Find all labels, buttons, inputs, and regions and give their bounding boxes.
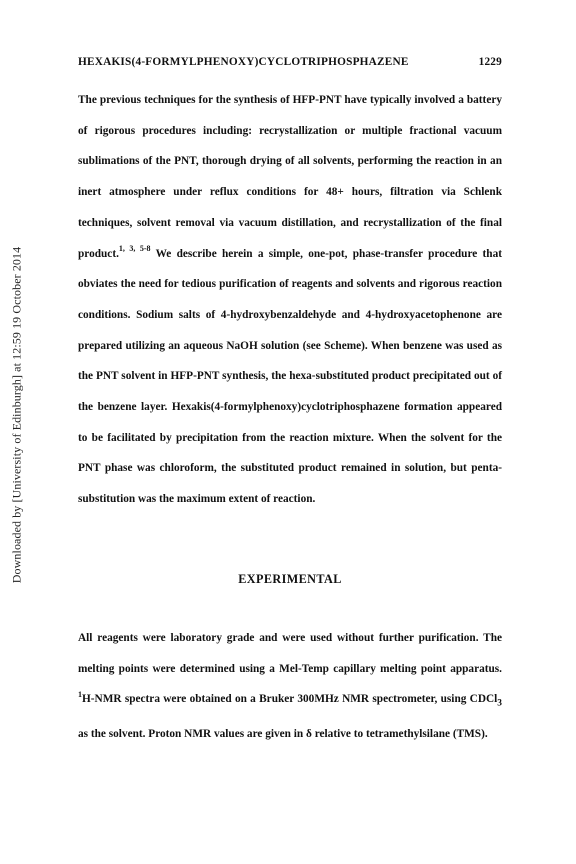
section-heading-experimental: EXPERIMENTAL [238, 572, 342, 586]
paragraph-text: We describe herein a simple, one-pot, phase-transfer procedure that obviates the need for tedious purification of reagents and solvents and rigorous reaction conditions. Sodium salts of 4-hydroxybenzaldehyde and 4-hydroxyacetophenone are prepared utilizing an aqueous NaOH solution (see Scheme). When benzene was used as the PNT solvent in HFP-PNT synthesis, the hexa-substituted product precipitated out of the benzene layer. Hexakis(4-formylphenoxy)cyclotriphosphazene formation appeared to be facilitated by precipitation from the reaction mixture. When the solvent for the PNT phase was chloroform, the substituted product remained in solution, but penta-substitution was the maximum extent of reaction. [78, 247, 503, 506]
paragraph-text: H-NMR spectra were obtained on a Bruker 300MHz NMR spectrometer, using CDCl [82, 693, 498, 706]
paragraph-text: The previous techniques for the synthesis of HFP-PNT have typically involved a battery of rigorous procedures including: recrystallization or multiple fractional vacuum sublimations of the PNT, thorough drying of all solvents, performing the reaction in an inert atmosphere under reflux conditions for 48+ hours, filtration via Schlenk techniques, solvent removal via vacuum distillation, and recrystallization of the final product. [78, 94, 502, 260]
paragraph-text: All reagents were laboratory grade and were used without further purification. The melting points were determined using a Mel-Temp capillary melting point apparatus. [78, 632, 502, 675]
chemical-subscript: 3 [497, 698, 502, 709]
body-paragraph-intro [78, 85, 502, 515]
page-number: 1229 [478, 56, 502, 68]
nmr-superscript: 1 [78, 689, 82, 699]
running-header [78, 56, 502, 70]
citation-reference: 1, 3, 5-8 [118, 243, 151, 253]
running-head-title: HEXAKIS(4-FORMYLPHENOXY)CYCLOTRIPHOSPHAZENE [78, 56, 409, 68]
paragraph-text: as the solvent. Proton NMR values are given in δ relative to tetramethylsilane (TMS). [78, 728, 488, 741]
download-watermark [2, 205, 32, 625]
body-paragraph-experimental [78, 623, 502, 750]
download-notice-text: Downloaded by [University of Edinburgh] at 12:59 19 October 2014 [9, 246, 24, 584]
